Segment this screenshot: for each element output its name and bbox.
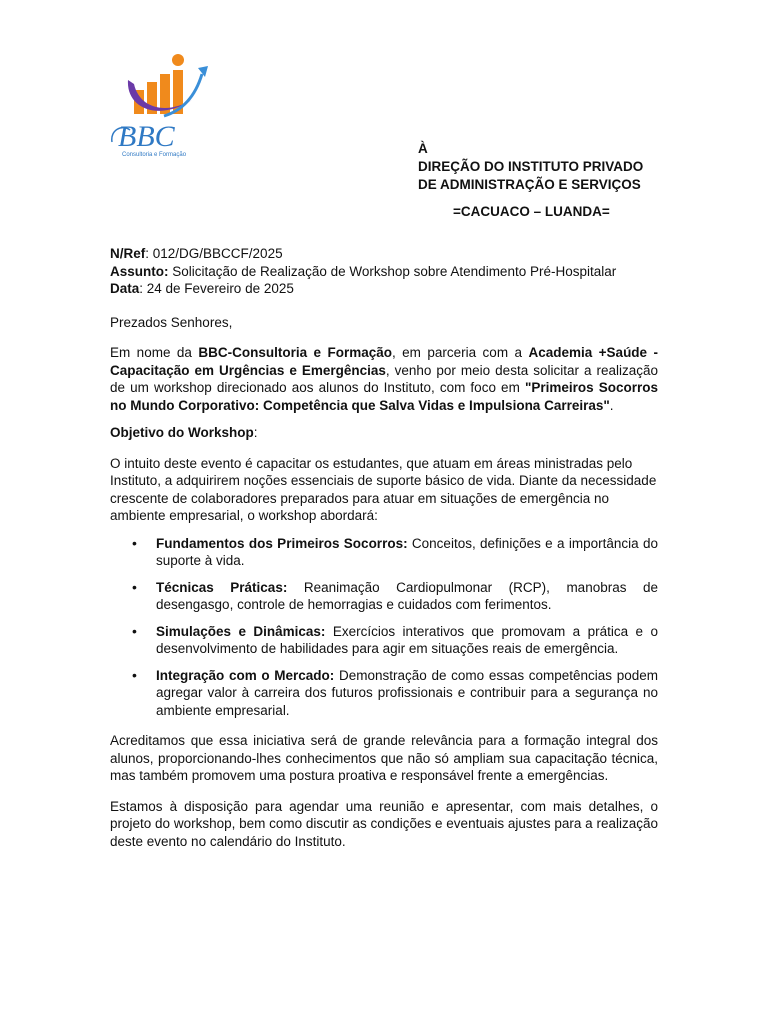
topic-text: Demonstração de como essas competências podem agregar valor à carreira dos futuros profissionais e contribuir para a segurança no ambiente empresarial.: [156, 667, 658, 718]
topic-title: Simulações e Dinâmicas:: [156, 623, 326, 639]
reference-line: [110, 245, 658, 263]
intro-text-3: , venho por meio desta solicitar a realização de um workshop direcionado aos alunos do Instituto, com foco em: [110, 362, 658, 395]
topic-text: Reanimação Cardiopulmonar (RCP), manobras de desengasgo, controle de hemorragias e cuidados com ferimentos.: [156, 579, 658, 612]
list-item: [156, 623, 658, 658]
objective-heading: [110, 424, 658, 442]
intro-text-4: .: [609, 397, 614, 413]
date-label: Data: [110, 281, 140, 296]
topic-text: Exercícios interativos que promovam a prática e o desenvolvimento de habilidades para agir em situações reais de emergência.: [156, 623, 658, 656]
letter-meta: [110, 245, 658, 298]
topic-title: Integração com o Mercado:: [156, 667, 335, 683]
objective-paragraph: O intuito deste evento é capacitar os estudantes, que atuam em áreas ministradas pelo Instituto, a adquirirem noções essenciais de suporte básico de vida. Diante da necessidade crescente de colaboradores preparados para atuar em situações de emergência no ambiente empresarial, o workshop abordará:: [110, 455, 657, 523]
workshop-title: "Primeiros Socorros no Mundo Corporativo: Competência que Salva Vidas e Impulsiona Carreiras": [110, 380, 658, 413]
company-name: BBC-Consultoria e Formação: [198, 345, 392, 360]
closing-paragraph-1: Acreditamos que essa iniciativa será de grande relevância para a formação integral dos alunos, proporcionando-lhes conhecimentos que não só ampliam sua capacitação técnica, mas também promovem uma postura proativa e responsável frente a emergências.: [110, 733, 658, 783]
objective-colon: :: [253, 425, 258, 440]
topic-text: Conceitos, definições e a importância do suporte à vida.: [156, 535, 659, 568]
list-item: [156, 579, 658, 614]
logo-tagline: Consultoria e Formação: [122, 152, 187, 158]
recipient-block: [418, 140, 643, 221]
reference-label: N/Ref: [110, 246, 146, 261]
date-line: [110, 280, 658, 298]
subject-value: Solicitação de Realização de Workshop sobre Atendimento Pré-Hospitalar: [168, 263, 617, 279]
logo-text: BBC: [118, 120, 175, 153]
topics-list: [110, 535, 658, 720]
objective-title: Objetivo do Workshop: [110, 425, 254, 440]
closing-paragraph-2: Estamos à disposição para agendar uma reunião e apresentar, com mais detalhes, o projeto do workshop, bem como discutir as condições e eventuais ajustes para a realização deste evento no calendário do Instituto.: [110, 798, 658, 849]
intro-text-1: Em nome da: [110, 345, 199, 360]
recipient-city: =CACUACO – LUANDA=: [453, 204, 610, 219]
reference-value: : 012/DG/BBCCF/2025: [145, 246, 283, 261]
salutation: Prezados Senhores,: [110, 314, 233, 330]
list-item: [156, 667, 658, 720]
topic-title: Técnicas Práticas:: [156, 579, 288, 595]
letter-body: [110, 245, 658, 850]
logo-dot: [172, 54, 184, 66]
company-logo: [108, 50, 212, 160]
recipient-line-3: DE ADMINISTRAÇÃO E SERVIÇOS: [418, 177, 641, 192]
date-value: : 24 de Fevereiro de 2025: [139, 281, 294, 296]
intro-paragraph: [110, 344, 658, 414]
subject-label: Assunto:: [110, 263, 169, 279]
topic-title: Fundamentos dos Primeiros Socorros:: [156, 535, 408, 551]
list-item: [156, 535, 658, 570]
recipient-line-1: À: [418, 141, 428, 156]
partner-name: Academia +Saúde - Capacitação em Urgências e Emergências: [110, 345, 658, 378]
bbc-logo-graphic: [108, 50, 212, 160]
recipient-line-2: DIREÇÃO DO INSTITUTO PRIVADO: [418, 159, 644, 174]
intro-text-2: , em parceria com a: [391, 345, 529, 360]
subject-line: [110, 263, 658, 281]
